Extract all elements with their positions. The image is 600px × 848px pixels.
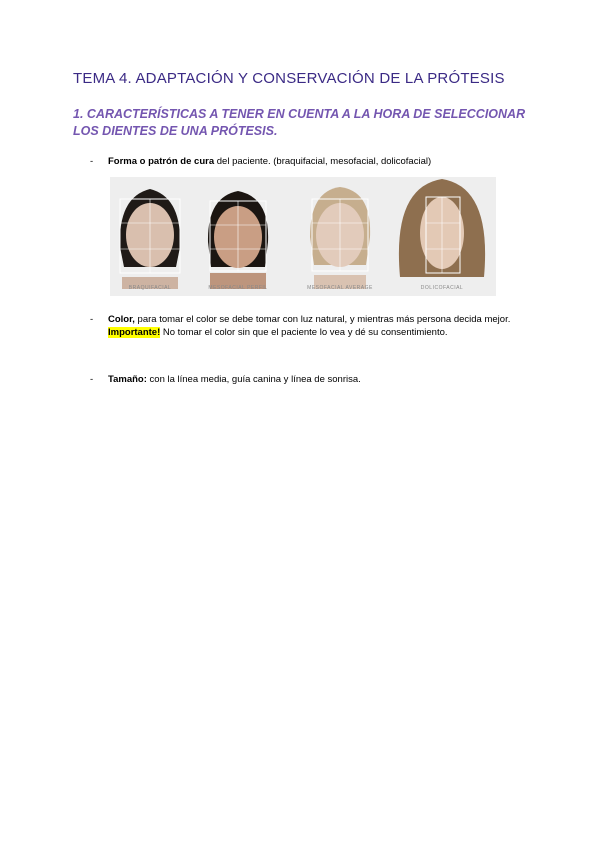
bullet-dash: - — [90, 314, 94, 325]
face-types-illustration — [110, 177, 496, 296]
bullet-tamano-text — [108, 373, 518, 386]
bullet-color-text — [108, 313, 518, 339]
face-braquifacial — [120, 189, 180, 289]
bullet-color-rest: para tomar el color se debe tomar con luz natural, y mientras más persona decida mejor. — [134, 314, 511, 325]
caption-mesofacial-average: MESOFACIAL AVERAGE — [307, 285, 373, 291]
section-heading: 1. CARACTERÍSTICAS A TENER EN CUENTA A LA HORA DE SELECCIONAR LOS DIENTES DE UNA PRÓTESIS. — [73, 107, 526, 138]
bullet-forma-text — [108, 155, 518, 168]
caption-braquifacial: BRAQUIFACIAL — [128, 285, 172, 291]
face-mesofacial-2 — [310, 187, 370, 289]
important-text: No tomar el color sin que el paciente lo vea y dé su consentimiento. — [160, 327, 448, 338]
bullet-tamano-bold: Tamaño: — [108, 374, 147, 385]
bullet-color-bold: Color, — [108, 314, 135, 325]
face-types-image — [110, 177, 496, 296]
bullet-dash: - — [90, 374, 94, 385]
caption-dolicofacial: DOLICOFACIAL — [420, 285, 464, 291]
bullet-forma-bold: Forma o patrón de cura — [108, 156, 215, 167]
bullet-dash: - — [90, 156, 94, 167]
face-dolicofacial — [399, 179, 485, 277]
caption-mesofacial-perfil: MESOFACIAL PERFIL — [208, 285, 268, 291]
bullet-forma-rest: del paciente. (braquifacial, mesofacial, dolicofacial) — [214, 156, 432, 167]
face-mesofacial-1 — [208, 191, 268, 289]
page-title: TEMA 4. ADAPTACIÓN Y CONSERVACIÓN DE LA PRÓTESIS — [73, 70, 505, 87]
important-highlight: Importante! — [108, 327, 161, 338]
bullet-tamano-rest: con la línea media, guía canina y línea de sonrisa. — [146, 374, 361, 385]
